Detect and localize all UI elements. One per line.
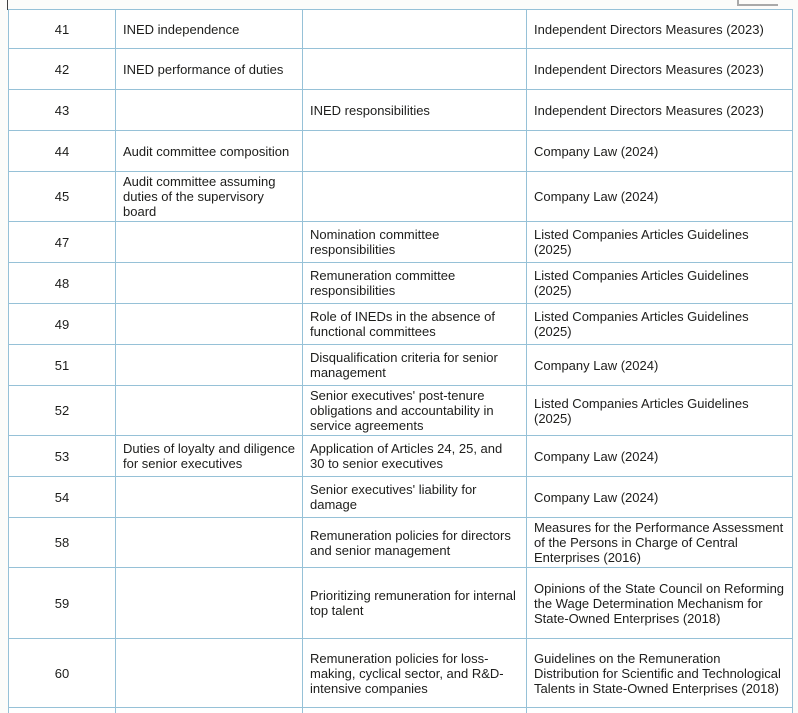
- row-number-cell: 53: [9, 436, 116, 477]
- row-number-cell: 51: [9, 345, 116, 386]
- table-row: [9, 304, 793, 345]
- row-number-cell: 54: [9, 477, 116, 518]
- subtopic-cell: Remuneration committee responsibilities: [303, 263, 527, 304]
- row-number-cell: 45: [9, 172, 116, 222]
- topic-cell: Audit committee assuming duties of the supervisory board: [116, 172, 303, 222]
- table-row: [9, 49, 793, 90]
- row-number-cell: 60: [9, 639, 116, 708]
- subtopic-cell: [303, 49, 527, 90]
- subtopic-cell: [303, 708, 527, 713]
- subtopic-cell: Senior executives' liability for damage: [303, 477, 527, 518]
- table-row: [9, 90, 793, 131]
- subtopic-cell: Nomination committee responsibilities: [303, 222, 527, 263]
- subtopic-cell: Application of Articles 24, 25, and 30 to senior executives: [303, 436, 527, 477]
- source-cell: Listed Companies Articles Guidelines (2025): [527, 386, 793, 436]
- subtopic-cell: [303, 131, 527, 172]
- source-cell: Independent Directors Measures (2023): [527, 49, 793, 90]
- source-cell: Company Law (2024): [527, 131, 793, 172]
- row-number-cell: 44: [9, 131, 116, 172]
- source-cell: Company Law (2024): [527, 345, 793, 386]
- topic-cell: Duties of loyalty and diligence for senior executives: [116, 436, 303, 477]
- cutoff-box-corner-fragment-horizontal: [737, 4, 778, 6]
- document-table: [8, 9, 793, 713]
- topic-cell: [116, 568, 303, 639]
- source-cell: Listed Companies Articles Guidelines (2025): [527, 222, 793, 263]
- source-cell: Listed Companies Articles Guidelines (2025): [527, 304, 793, 345]
- source-cell: Measures for the Performance Assessment of the Persons in Charge of Central Enterprises (2016): [527, 518, 793, 568]
- subtopic-cell: Remuneration policies for loss-making, cyclical sector, and R&D-intensive companies: [303, 639, 527, 708]
- topic-cell: [116, 708, 303, 713]
- subtopic-cell: Remuneration policies for directors and senior management: [303, 518, 527, 568]
- topic-cell: [116, 304, 303, 345]
- row-number-cell: 49: [9, 304, 116, 345]
- table-row: [9, 172, 793, 222]
- table-row: [9, 263, 793, 304]
- subtopic-cell: Role of INEDs in the absence of functional committees: [303, 304, 527, 345]
- row-number-cell: 58: [9, 518, 116, 568]
- source-cell: Independent Directors Measures (2023): [527, 90, 793, 131]
- row-number-cell: 43: [9, 90, 116, 131]
- row-number-cell: 42: [9, 49, 116, 90]
- table-row: [9, 436, 793, 477]
- source-cell: Company Law (2024): [527, 436, 793, 477]
- subtopic-cell: [303, 10, 527, 49]
- table-row: [9, 222, 793, 263]
- topic-cell: [116, 345, 303, 386]
- source-cell: Guidelines on the Remuneration Distribution for Scientific and Technological Talents in State-Owned Enterprises (2018): [527, 639, 793, 708]
- source-cell: Company Law (2024): [527, 477, 793, 518]
- table-row: [9, 568, 793, 639]
- topic-cell: [116, 477, 303, 518]
- row-number-cell: 41: [9, 10, 116, 49]
- row-number-cell: 47: [9, 222, 116, 263]
- table-row: [9, 639, 793, 708]
- row-number-cell: 52: [9, 386, 116, 436]
- row-number-cell: [9, 708, 116, 713]
- source-cell: Opinions of the State Council on Reforming the Wage Determination Mechanism for State-Owned Enterprises (2018): [527, 568, 793, 639]
- subtopic-cell: Prioritizing remuneration for internal top talent: [303, 568, 527, 639]
- topic-cell: INED independence: [116, 10, 303, 49]
- row-number-cell: 59: [9, 568, 116, 639]
- source-cell: [527, 708, 793, 713]
- topic-cell: [116, 639, 303, 708]
- table-row: [9, 386, 793, 436]
- subtopic-cell: Senior executives' post-tenure obligations and accountability in service agreements: [303, 386, 527, 436]
- table-body: [9, 10, 793, 713]
- source-cell: Independent Directors Measures (2023): [527, 10, 793, 49]
- subtopic-cell: [303, 172, 527, 222]
- table-row: [9, 131, 793, 172]
- topic-cell: INED performance of duties: [116, 49, 303, 90]
- table-row: [9, 477, 793, 518]
- table-row-partial: [9, 708, 793, 713]
- topic-cell: [116, 90, 303, 131]
- topic-cell: Audit committee composition: [116, 131, 303, 172]
- table-row: [9, 518, 793, 568]
- subtopic-cell: INED responsibilities: [303, 90, 527, 131]
- table-row: [9, 345, 793, 386]
- topic-cell: [116, 222, 303, 263]
- source-cell: Listed Companies Articles Guidelines (2025): [527, 263, 793, 304]
- subtopic-cell: Disqualification criteria for senior management: [303, 345, 527, 386]
- topic-cell: [116, 518, 303, 568]
- topic-cell: [116, 263, 303, 304]
- topic-cell: [116, 386, 303, 436]
- table-row: [9, 10, 793, 49]
- source-cell: Company Law (2024): [527, 172, 793, 222]
- row-number-cell: 48: [9, 263, 116, 304]
